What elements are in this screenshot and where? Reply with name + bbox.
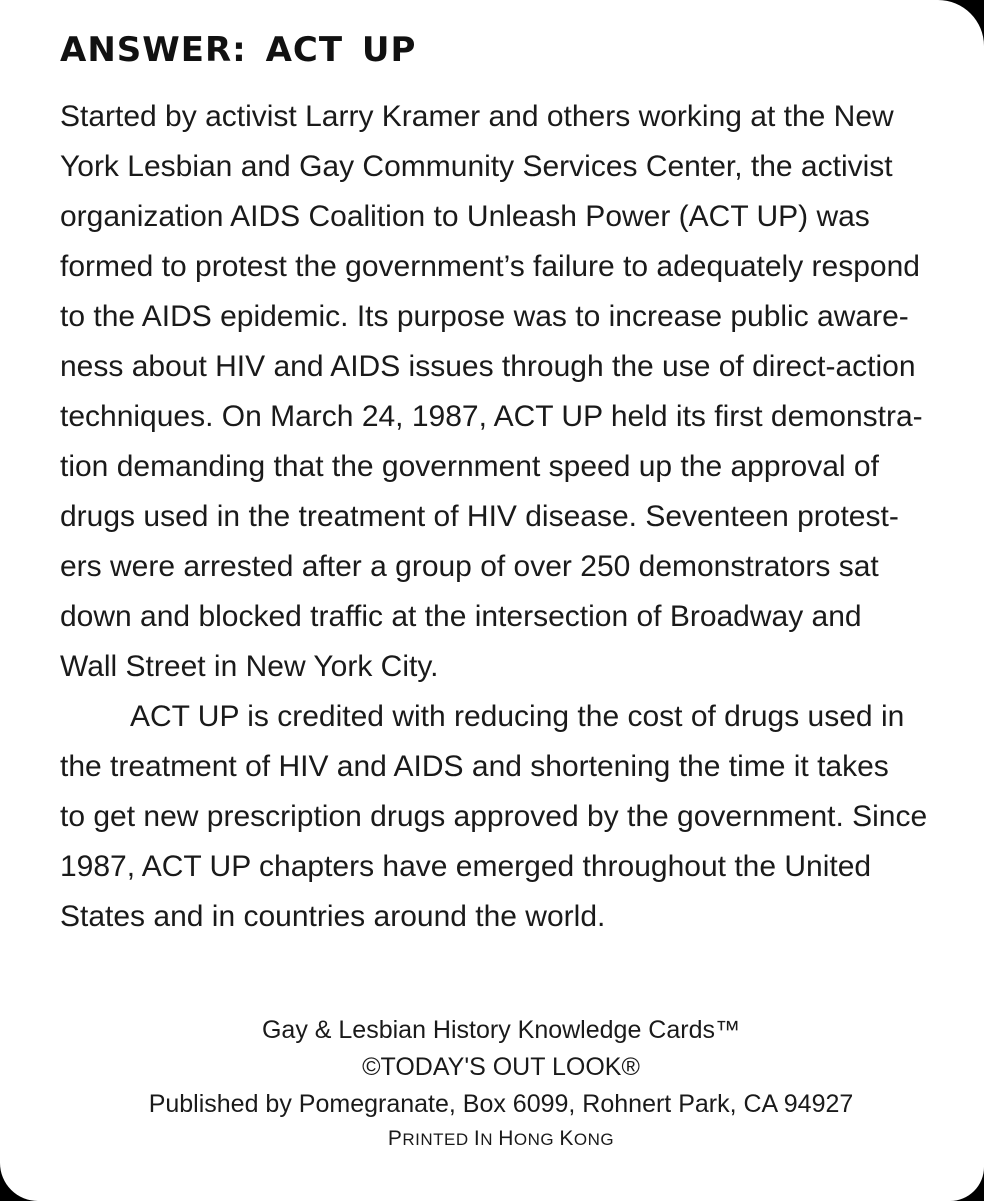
printed-in-line <box>0 1123 984 1156</box>
body-line: formed to protest the government’s failure to adequately respond <box>60 250 920 283</box>
answer-body <box>60 92 984 942</box>
publisher-line: Published by Pomegranate, Box 6099, Rohnert Park, CA 94927 <box>148 1090 854 1118</box>
body-line: Started by activist Larry Kramer and others working at the New <box>60 100 894 133</box>
hong-initial: H <box>498 1127 514 1150</box>
body-line: drugs used in the treatment of HIV disease. Seventeen protest- <box>60 500 899 533</box>
in-rest: N <box>480 1130 494 1149</box>
copyright-line: ©TODAY'S OUT LOOK® <box>362 1053 640 1081</box>
series-title: Gay & Lesbian History Knowledge Cards™ <box>261 1016 740 1044</box>
body-line: ers were arrested after a group of over 250 demonstrators sat <box>60 550 879 583</box>
printed-initial: P <box>387 1127 403 1150</box>
in-initial: I <box>473 1127 481 1150</box>
kong-rest: ONG <box>573 1130 615 1149</box>
body-line: to get new prescription drugs approved by the government. Since <box>60 800 928 833</box>
body-line: down and blocked traffic at the intersection of Broadway and <box>60 600 862 633</box>
body-line: ACT UP is credited with reducing the cost of drugs used in <box>130 700 905 733</box>
body-line: tion demanding that the government speed up the approval of <box>60 450 879 483</box>
card-footer <box>0 1012 984 1156</box>
body-line: organization AIDS Coalition to Unleash Power (ACT UP) was <box>60 200 870 233</box>
body-line: States and in countries around the world. <box>60 900 606 933</box>
kong-initial: K <box>559 1127 574 1150</box>
body-line: York Lesbian and Gay Community Services Center, the activist <box>60 150 893 183</box>
printed-rest: RINTED <box>402 1130 469 1149</box>
hong-rest: ONG <box>513 1130 555 1149</box>
body-line: techniques. On March 24, 1987, ACT UP held its first demonstra- <box>60 400 923 433</box>
body-line: 1987, ACT UP chapters have emerged throughout the United <box>60 850 872 883</box>
body-line: Wall Street in New York City. <box>60 650 439 683</box>
body-line: to the AIDS epidemic. Its purpose was to increase public aware- <box>60 300 909 333</box>
answer-heading: ANSWER: ACT UP <box>60 30 417 70</box>
body-line: ness about HIV and AIDS issues through the use of direct-action <box>60 350 916 383</box>
body-line: the treatment of HIV and AIDS and shortening the time it takes <box>60 750 889 783</box>
